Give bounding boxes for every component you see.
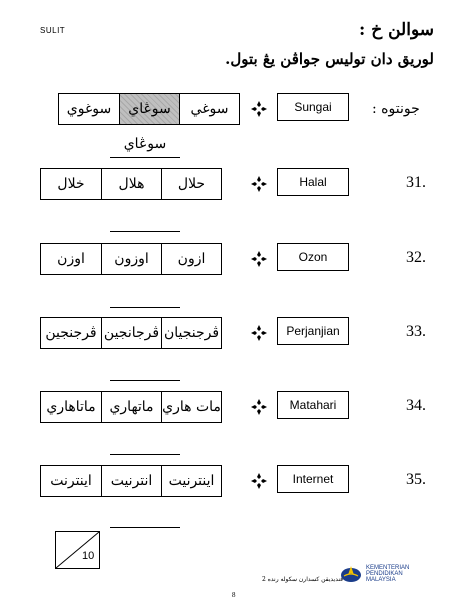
question-32-answer-line[interactable]: [110, 307, 180, 308]
example-options: [58, 93, 240, 125]
logo-text-line: MALAYSIA: [366, 577, 396, 583]
option-button[interactable]: حلال: [161, 169, 221, 199]
question-34-answer-line[interactable]: [110, 454, 180, 455]
diamond-bullet-icon: [250, 324, 268, 342]
logo-text-line: KEMENTERIAN: [366, 565, 410, 571]
question-35-options: [40, 465, 222, 497]
example-word-box: Sungai: [277, 93, 349, 121]
option-button[interactable]: ڤرجنجين: [45, 325, 97, 341]
example-answer-line: [110, 157, 180, 158]
question-33-word-box: Perjanjian: [277, 317, 349, 345]
footer-subject: ڤنديديقن كسدارن سكوله رندە 2: [262, 576, 344, 583]
option-button[interactable]: ماتاهاري: [46, 399, 96, 415]
option-button[interactable]: هلال: [101, 169, 161, 199]
example-answer: سوڠاي: [123, 136, 167, 152]
question-35-answer-line[interactable]: [110, 527, 180, 528]
option-button[interactable]: خلال: [57, 176, 85, 192]
question-34-word-box: Matahari: [277, 391, 349, 419]
question-32-number: 32.: [406, 249, 426, 266]
question-31-options: [40, 168, 222, 200]
question-33-answer-line[interactable]: [110, 380, 180, 381]
question-35-number: 35.: [406, 471, 426, 488]
question-33-number: 33.: [406, 323, 426, 340]
option-button[interactable]: انترنيت: [101, 466, 161, 496]
logo-text-line: PENDIDIKAN: [366, 571, 403, 577]
diamond-bullet-icon: [250, 250, 268, 268]
option-button[interactable]: ڤرجنجيان: [161, 318, 221, 348]
option-button[interactable]: اينترنيت: [161, 466, 221, 496]
option-button[interactable]: اوزون: [101, 244, 161, 274]
option-button[interactable]: ڤرجانجين: [101, 318, 161, 348]
example-option: سوغي: [179, 94, 239, 124]
question-34-options: [40, 391, 222, 423]
option-button[interactable]: اينترنت: [50, 473, 92, 489]
diamond-bullet-icon: [250, 398, 268, 416]
question-32-options: [40, 243, 222, 275]
option-button[interactable]: مات هاري: [161, 392, 221, 422]
example-option-selected: سوڠاي: [119, 94, 179, 124]
diamond-bullet-icon: [250, 175, 268, 193]
question-31-word-box: Halal: [277, 168, 349, 196]
option-button[interactable]: ماتهاري: [101, 392, 161, 422]
question-34-number: 34.: [406, 397, 426, 414]
section-heading: سوالن خ :: [359, 20, 434, 40]
option-button[interactable]: ازون: [161, 244, 221, 274]
example-option: سوغوي: [66, 101, 112, 117]
score-total: 10: [82, 550, 95, 562]
question-35-word-box: Internet: [277, 465, 349, 493]
confidential-label: SULIT: [40, 26, 66, 35]
question-32-word-box: Ozon: [277, 243, 349, 271]
option-button[interactable]: اوزن: [57, 251, 85, 267]
question-31-number: 31.: [406, 174, 426, 191]
diamond-bullet-icon: [250, 100, 268, 118]
ministry-logo-icon: [340, 563, 362, 583]
question-33-options: [40, 317, 222, 349]
page-number: 8: [232, 591, 236, 599]
example-label: جونتوه :: [372, 101, 420, 117]
instruction-text: لوريق دان توليس جواڤن يڠ بتول.: [225, 50, 434, 68]
ministry-logo-text: [366, 565, 409, 583]
question-31-answer-line[interactable]: [110, 231, 180, 232]
diamond-bullet-icon: [250, 472, 268, 490]
